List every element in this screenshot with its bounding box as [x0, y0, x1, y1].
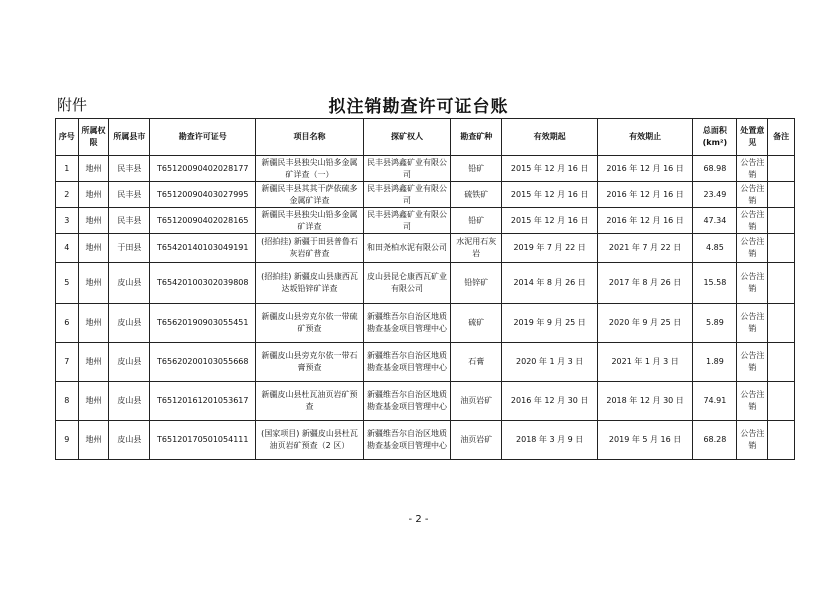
- cell-license-no: T65120090402028177: [150, 156, 256, 182]
- cell-mineral: 铅锌矿: [451, 263, 502, 304]
- cell-seq: 7: [56, 343, 79, 382]
- header-remarks: 备注: [768, 119, 795, 156]
- cell-area: 1.89: [693, 343, 737, 382]
- cell-remarks: [768, 182, 795, 208]
- cell-project: 新疆皮山县旁克尔依一带硫矿预查: [256, 304, 364, 343]
- cell-seq: 4: [56, 234, 79, 263]
- cell-project: (招拍挂) 新疆皮山县康西瓦达坂铅锌矿详查: [256, 263, 364, 304]
- cell-mineral: 铅矿: [451, 156, 502, 182]
- cell-area: 68.28: [693, 421, 737, 460]
- cell-handling: 公告注销: [737, 382, 768, 421]
- cell-seq: 2: [56, 182, 79, 208]
- license-ledger-table: [55, 118, 795, 460]
- cell-remarks: [768, 382, 795, 421]
- cell-end: 2016 年 12 月 16 日: [597, 156, 692, 182]
- cell-holder: 新疆维吾尔自治区地质勘查基金项目管理中心: [363, 343, 450, 382]
- cell-mineral: 水泥用石灰岩: [451, 234, 502, 263]
- cell-seq: 9: [56, 421, 79, 460]
- table-row: [56, 263, 795, 304]
- cell-handling: 公告注销: [737, 182, 768, 208]
- header-handling: 处置意见: [737, 119, 768, 156]
- cell-remarks: [768, 263, 795, 304]
- header-area: 总面积(km²): [693, 119, 737, 156]
- table-row: [56, 208, 795, 234]
- cell-start: 2020 年 1 月 3 日: [502, 343, 597, 382]
- cell-mineral: 硫矿: [451, 304, 502, 343]
- table-row: [56, 421, 795, 460]
- cell-end: 2017 年 8 月 26 日: [597, 263, 692, 304]
- cell-license-no: T65120090402028165: [150, 208, 256, 234]
- table-row: [56, 343, 795, 382]
- cell-county: 民丰县: [109, 208, 150, 234]
- page-number: - 2 -: [408, 514, 429, 525]
- header-end: 有效期止: [597, 119, 692, 156]
- cell-holder: 民丰县鸿鑫矿业有限公司: [363, 182, 450, 208]
- cell-area: 15.58: [693, 263, 737, 304]
- cell-project: 新疆皮山县旁克尔依一带石膏预查: [256, 343, 364, 382]
- cell-holder: 和田尧柏水泥有限公司: [363, 234, 450, 263]
- cell-area: 5.89: [693, 304, 737, 343]
- cell-authority: 地州: [78, 263, 109, 304]
- cell-holder: 新疆维吾尔自治区地质勘查基金项目管理中心: [363, 421, 450, 460]
- cell-mineral: 油页岩矿: [451, 421, 502, 460]
- cell-area: 23.49: [693, 182, 737, 208]
- header-license-no: 勘查许可证号: [150, 119, 256, 156]
- cell-seq: 3: [56, 208, 79, 234]
- cell-holder: 民丰县鸿鑫矿业有限公司: [363, 156, 450, 182]
- cell-end: 2020 年 9 月 25 日: [597, 304, 692, 343]
- cell-authority: 地州: [78, 156, 109, 182]
- cell-license-no: T65120161201053617: [150, 382, 256, 421]
- cell-project: (招拍挂) 新疆于田县普鲁石灰岩矿普查: [256, 234, 364, 263]
- attachment-label: 附件: [57, 96, 88, 114]
- cell-handling: 公告注销: [737, 421, 768, 460]
- cell-end: 2018 年 12 月 30 日: [597, 382, 692, 421]
- cell-handling: 公告注销: [737, 304, 768, 343]
- cell-handling: 公告注销: [737, 234, 768, 263]
- cell-authority: 地州: [78, 421, 109, 460]
- cell-end: 2016 年 12 月 16 日: [597, 182, 692, 208]
- cell-holder: 新疆维吾尔自治区地质勘查基金项目管理中心: [363, 382, 450, 421]
- cell-start: 2015 年 12 月 16 日: [502, 208, 597, 234]
- cell-remarks: [768, 343, 795, 382]
- cell-seq: 8: [56, 382, 79, 421]
- cell-remarks: [768, 156, 795, 182]
- cell-start: 2019 年 7 月 22 日: [502, 234, 597, 263]
- header-county: 所属县市: [109, 119, 150, 156]
- table-row: [56, 156, 795, 182]
- cell-project: 新疆皮山县杜瓦油页岩矿预查: [256, 382, 364, 421]
- cell-area: 74.91: [693, 382, 737, 421]
- table-row: [56, 382, 795, 421]
- cell-county: 皮山县: [109, 304, 150, 343]
- cell-county: 皮山县: [109, 343, 150, 382]
- cell-county: 民丰县: [109, 182, 150, 208]
- cell-remarks: [768, 234, 795, 263]
- cell-license-no: T65120170501054111: [150, 421, 256, 460]
- cell-handling: 公告注销: [737, 208, 768, 234]
- header-mineral: 勘查矿种: [451, 119, 502, 156]
- cell-start: 2014 年 8 月 26 日: [502, 263, 597, 304]
- cell-end: 2016 年 12 月 16 日: [597, 208, 692, 234]
- cell-county: 民丰县: [109, 156, 150, 182]
- cell-end: 2021 年 7 月 22 日: [597, 234, 692, 263]
- header-holder: 探矿权人: [363, 119, 450, 156]
- cell-remarks: [768, 304, 795, 343]
- cell-project: 新疆民丰县其其干萨依硫多金属矿详查: [256, 182, 364, 208]
- cell-holder: 皮山县昆仑康西瓦矿业有限公司: [363, 263, 450, 304]
- header-authority: 所属权限: [78, 119, 109, 156]
- cell-license-no: T65620190903055451: [150, 304, 256, 343]
- cell-authority: 地州: [78, 382, 109, 421]
- header-start: 有效期起: [502, 119, 597, 156]
- cell-authority: 地州: [78, 208, 109, 234]
- cell-seq: 1: [56, 156, 79, 182]
- table-row: [56, 304, 795, 343]
- cell-seq: 6: [56, 304, 79, 343]
- cell-remarks: [768, 421, 795, 460]
- cell-authority: 地州: [78, 304, 109, 343]
- table-row: [56, 234, 795, 263]
- cell-license-no: T65120090403027995: [150, 182, 256, 208]
- cell-area: 68.98: [693, 156, 737, 182]
- cell-handling: 公告注销: [737, 263, 768, 304]
- cell-county: 皮山县: [109, 263, 150, 304]
- header-row: [56, 119, 795, 156]
- cell-end: 2019 年 5 月 16 日: [597, 421, 692, 460]
- cell-authority: 地州: [78, 343, 109, 382]
- page-title: 拟注销勘查许可证台账: [328, 97, 509, 117]
- cell-authority: 地州: [78, 234, 109, 263]
- cell-project: 新疆民丰县独尖山铅多金属矿详查: [256, 208, 364, 234]
- cell-handling: 公告注销: [737, 343, 768, 382]
- cell-mineral: 铅矿: [451, 208, 502, 234]
- cell-holder: 民丰县鸿鑫矿业有限公司: [363, 208, 450, 234]
- cell-license-no: T65620200103055668: [150, 343, 256, 382]
- cell-start: 2015 年 12 月 16 日: [502, 156, 597, 182]
- cell-mineral: 石膏: [451, 343, 502, 382]
- header-project: 项目名称: [256, 119, 364, 156]
- cell-remarks: [768, 208, 795, 234]
- cell-mineral: 油页岩矿: [451, 382, 502, 421]
- cell-project: 新疆民丰县独尖山铅多金属矿详查（一）: [256, 156, 364, 182]
- cell-holder: 新疆维吾尔自治区地质勘查基金项目管理中心: [363, 304, 450, 343]
- cell-start: 2019 年 9 月 25 日: [502, 304, 597, 343]
- header-seq: 序号: [56, 119, 79, 156]
- cell-area: 47.34: [693, 208, 737, 234]
- cell-license-no: T65420100302039808: [150, 263, 256, 304]
- cell-start: 2018 年 3 月 9 日: [502, 421, 597, 460]
- cell-project: (国家项目) 新疆皮山县杜瓦油页岩矿预查（2 区）: [256, 421, 364, 460]
- cell-start: 2015 年 12 月 16 日: [502, 182, 597, 208]
- cell-authority: 地州: [78, 182, 109, 208]
- cell-county: 皮山县: [109, 421, 150, 460]
- cell-start: 2016 年 12 月 30 日: [502, 382, 597, 421]
- cell-county: 于田县: [109, 234, 150, 263]
- cell-area: 4.85: [693, 234, 737, 263]
- cell-seq: 5: [56, 263, 79, 304]
- cell-mineral: 硫铁矿: [451, 182, 502, 208]
- table-row: [56, 182, 795, 208]
- cell-county: 皮山县: [109, 382, 150, 421]
- cell-end: 2021 年 1 月 3 日: [597, 343, 692, 382]
- cell-handling: 公告注销: [737, 156, 768, 182]
- cell-license-no: T65420140103049191: [150, 234, 256, 263]
